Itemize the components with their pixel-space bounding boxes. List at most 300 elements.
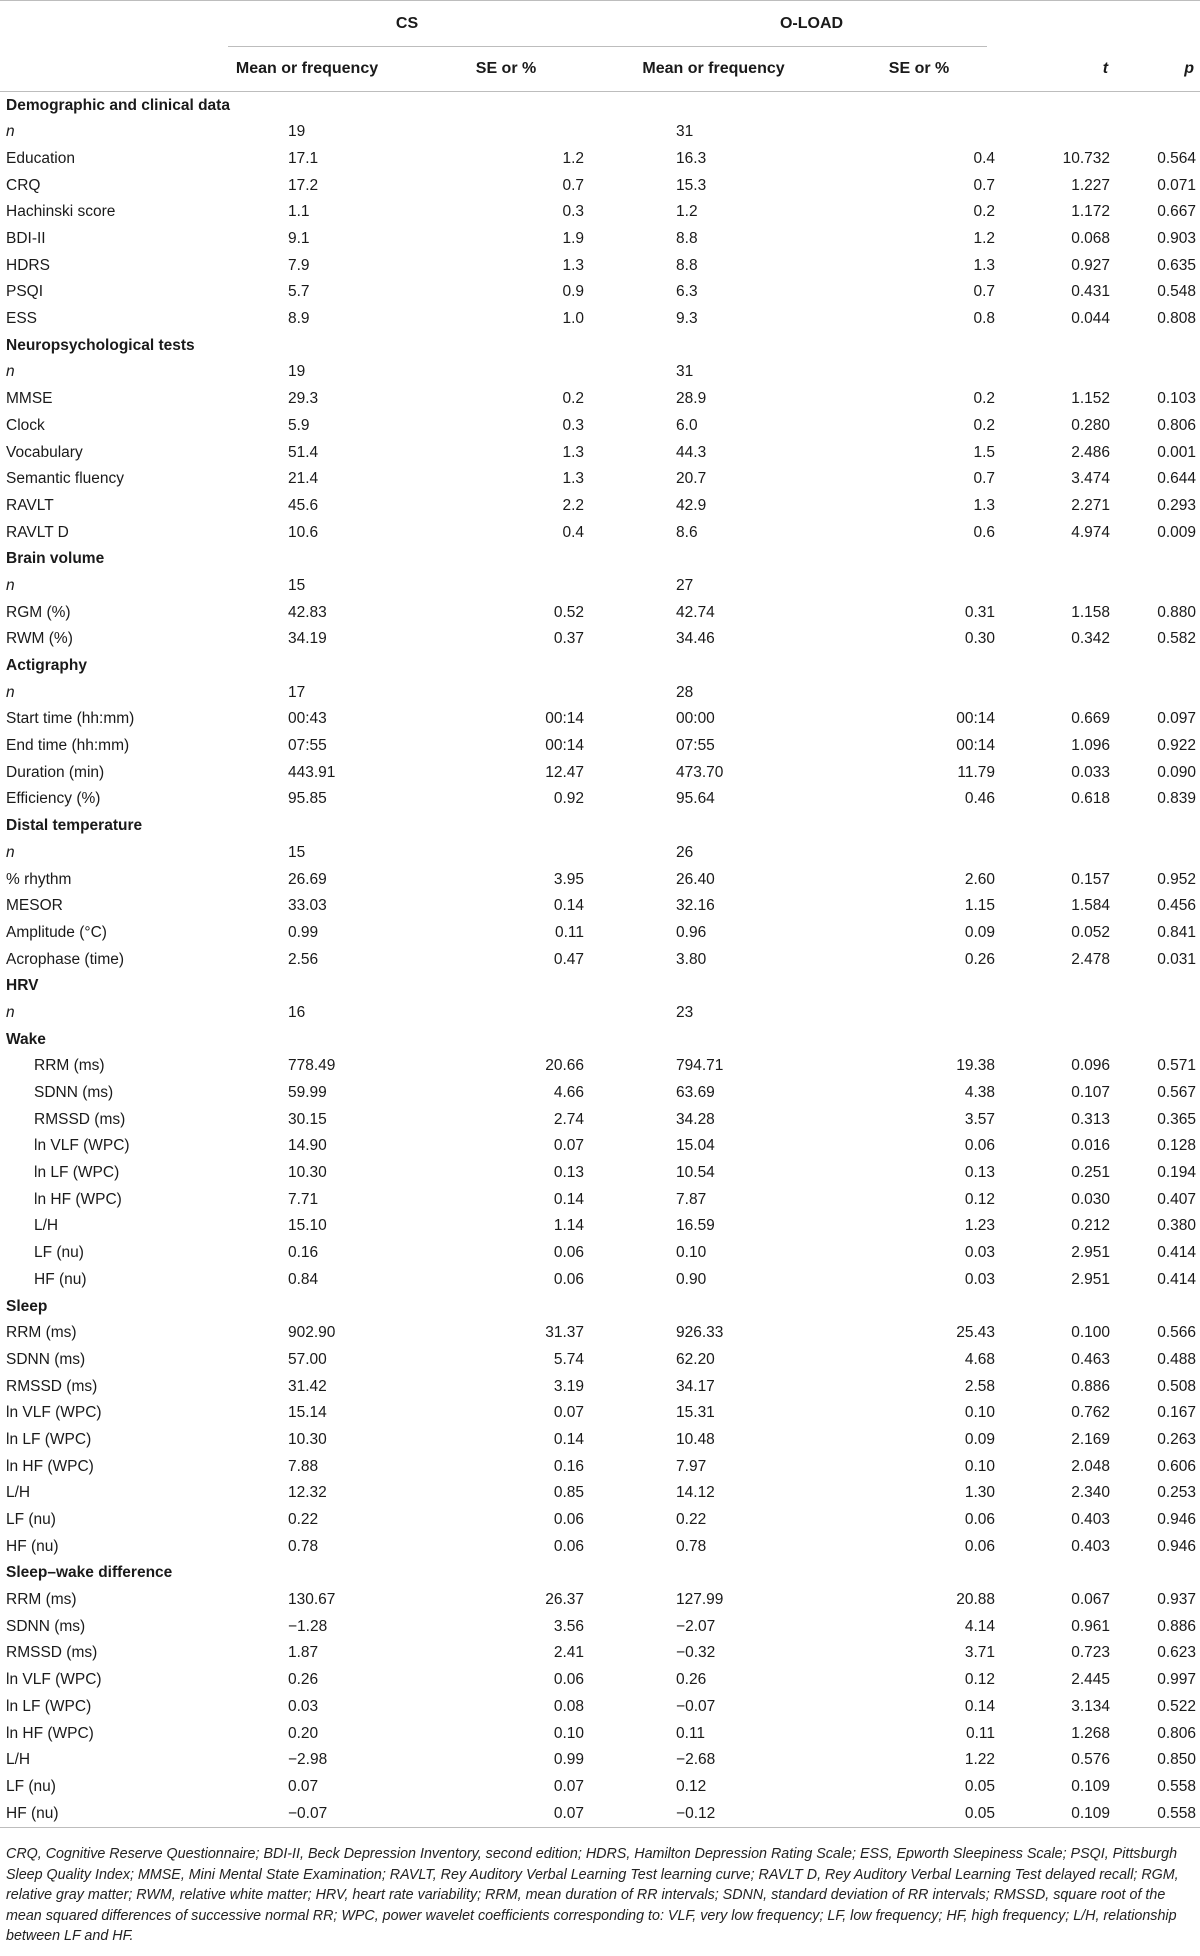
- oload-mean-cell: 20.7: [676, 470, 707, 488]
- table-row: [0, 1480, 1200, 1507]
- cs-se-cell: 0.08: [553, 1697, 585, 1715]
- cs-se-cell: 0.99: [553, 1751, 585, 1769]
- t-cell: 0.067: [1071, 1591, 1111, 1609]
- oload-se-cell: 0.14: [964, 1697, 996, 1715]
- row-label: SDNN (ms): [6, 1617, 86, 1635]
- cs-se-cell: 3.19: [553, 1377, 585, 1395]
- oload-mean-cell: 15.3: [676, 176, 707, 194]
- cs-se-cell: 2.2: [562, 496, 585, 514]
- oload-mean-cell: 42.74: [676, 603, 715, 621]
- oload-mean-cell: 7.87: [676, 1190, 707, 1208]
- oload-mean-cell: 34.46: [676, 630, 715, 648]
- table-row: [0, 252, 1200, 279]
- section-title: Demographic and clinical data: [6, 96, 230, 114]
- p-cell: 0.263: [1157, 1430, 1197, 1448]
- oload-se-cell: 0.10: [964, 1404, 996, 1422]
- cs-mean-cell: 8.9: [288, 310, 310, 328]
- section-title: Wake: [6, 1030, 46, 1048]
- t-header: t: [1017, 47, 1114, 92]
- row-label: ln LF (WPC): [6, 1697, 92, 1715]
- cs-mean-cell: 2.56: [288, 950, 319, 968]
- p-cell: 0.558: [1114, 1800, 1200, 1827]
- row-label: RMSSD (ms): [34, 1110, 126, 1128]
- cs-mean-cell: 21.4: [288, 470, 319, 488]
- oload-se-cell: 0.2: [973, 203, 996, 221]
- p-cell: 0.253: [1157, 1484, 1197, 1502]
- oload-mean-cell: 0.11: [676, 1724, 706, 1742]
- cs-mean-header: Mean or frequency: [208, 47, 406, 92]
- p-cell: 0.414: [1157, 1270, 1197, 1288]
- oload-se-cell: 11.79: [957, 763, 996, 781]
- oload-mean-cell: 15.31: [676, 1404, 715, 1422]
- oload-se-cell: 1.3: [973, 256, 996, 274]
- table-row: [0, 893, 1200, 920]
- oload-mean-cell: 8.8: [676, 256, 698, 274]
- p-cell: 0.508: [1157, 1377, 1197, 1395]
- table-row: [0, 919, 1200, 946]
- cs-se-cell: 20.66: [545, 1057, 585, 1075]
- cs-mean-cell: 59.99: [288, 1084, 327, 1102]
- row-label: RRM (ms): [6, 1591, 77, 1609]
- p-cell: 0.071: [1157, 176, 1197, 194]
- table-row: [0, 1266, 1200, 1293]
- row-label: LF (nu): [6, 1511, 56, 1529]
- row-label: Vocabulary: [6, 443, 83, 461]
- t-cell: 4.974: [1071, 523, 1111, 541]
- p-cell: 0.937: [1157, 1591, 1197, 1609]
- t-cell: 0.403: [1071, 1511, 1111, 1529]
- section-header-row: [0, 973, 1200, 1000]
- cs-se-cell: 0.3: [562, 203, 585, 221]
- cs-mean-cell: 10.30: [288, 1430, 327, 1448]
- cs-mean-cell: 17.1: [288, 149, 319, 167]
- cs-mean-cell: 443.91: [288, 763, 336, 781]
- t-cell: 0.342: [1071, 630, 1111, 648]
- section-title: Sleep–wake difference: [6, 1564, 173, 1582]
- table-row: [0, 1773, 1200, 1800]
- cs-mean-cell: 7.88: [288, 1457, 319, 1475]
- sample-size-row: [0, 119, 1200, 146]
- cs-mean-cell: 778.49: [288, 1057, 336, 1075]
- p-cell: 0.097: [1157, 710, 1197, 728]
- p-cell: 0.886: [1157, 1617, 1197, 1635]
- t-cell: 1.584: [1071, 897, 1111, 915]
- cs-mean-cell: −2.98: [288, 1751, 328, 1769]
- p-header: p: [1114, 47, 1200, 92]
- oload-mean-cell: 44.3: [676, 443, 707, 461]
- row-label: n: [6, 363, 15, 381]
- p-cell: 0.522: [1157, 1697, 1197, 1715]
- oload-mean-cell: 23: [676, 1003, 694, 1021]
- row-label: ln HF (WPC): [6, 1457, 94, 1475]
- table-row: [0, 1613, 1200, 1640]
- cs-se-cell: 3.95: [553, 870, 585, 888]
- oload-mean-cell: 32.16: [676, 897, 715, 915]
- cs-mean-cell: 15.14: [288, 1404, 327, 1422]
- cs-mean-cell: 0.99: [288, 923, 319, 941]
- p-cell: 0.548: [1157, 283, 1197, 301]
- cs-se-cell: 26.37: [545, 1591, 585, 1609]
- oload-se-cell: 0.05: [964, 1777, 996, 1795]
- p-cell: 0.194: [1157, 1164, 1197, 1182]
- p-cell: 0.850: [1157, 1751, 1197, 1769]
- table-row: [0, 1373, 1200, 1400]
- oload-se-cell: 20.88: [956, 1591, 996, 1609]
- cs-mean-cell: 42.83: [288, 603, 327, 621]
- table-row: [0, 946, 1200, 973]
- oload-se-cell: 1.23: [964, 1217, 996, 1235]
- row-label: RRM (ms): [6, 1324, 77, 1342]
- cs-se-cell: 2.41: [553, 1644, 585, 1662]
- cs-se-cell: 3.56: [553, 1617, 585, 1635]
- cs-mean-cell: 57.00: [288, 1350, 327, 1368]
- cs-mean-cell: 1.87: [288, 1644, 319, 1662]
- cs-se-cell: 0.16: [553, 1457, 585, 1475]
- oload-mean-cell: 42.9: [676, 496, 707, 514]
- t-cell: 1.227: [1071, 176, 1111, 194]
- cs-se-cell: 0.4: [562, 523, 585, 541]
- oload-mean-cell: −0.12: [606, 1800, 821, 1827]
- oload-mean-cell: 9.3: [676, 310, 698, 328]
- section-header-row: [0, 332, 1200, 359]
- oload-se-cell: 0.2: [973, 390, 996, 408]
- cs-se-cell: 1.3: [562, 470, 585, 488]
- t-cell: 0.100: [1071, 1324, 1111, 1342]
- oload-mean-cell: 1.2: [676, 203, 698, 221]
- p-cell: 0.997: [1157, 1671, 1197, 1689]
- cs-mean-cell: 29.3: [288, 390, 319, 408]
- p-cell: 0.001: [1157, 443, 1197, 461]
- oload-mean-cell: 127.99: [676, 1591, 724, 1609]
- oload-se-cell: 00:14: [956, 710, 996, 728]
- p-cell: 0.456: [1157, 897, 1197, 915]
- row-label: HF (nu): [34, 1270, 87, 1288]
- row-label: L/H: [34, 1217, 59, 1235]
- table-row: [0, 1426, 1200, 1453]
- cs-mean-cell: 15: [288, 576, 306, 594]
- t-cell: 2.486: [1071, 443, 1111, 461]
- p-cell: 0.946: [1157, 1511, 1197, 1529]
- row-label: MESOR: [6, 897, 63, 915]
- oload-mean-cell: 10.48: [676, 1430, 715, 1448]
- cs-mean-cell: 17.2: [288, 176, 319, 194]
- table-row: [0, 1453, 1200, 1480]
- cs-mean-cell: 31.42: [288, 1377, 327, 1395]
- oload-se-cell: 0.13: [964, 1164, 996, 1182]
- oload-mean-cell: 26.40: [676, 870, 715, 888]
- table-row: [0, 1346, 1200, 1373]
- table-row: [0, 1747, 1200, 1774]
- cs-mean-cell: 19: [288, 123, 306, 141]
- row-label: RMSSD (ms): [6, 1644, 98, 1662]
- oload-se-cell: 0.4: [973, 149, 996, 167]
- section-title: Brain volume: [6, 550, 105, 568]
- row-label: ln HF (WPC): [34, 1190, 122, 1208]
- t-cell: 0.030: [1071, 1190, 1111, 1208]
- row-label: ln VLF (WPC): [34, 1137, 130, 1155]
- row-label: RRM (ms): [34, 1057, 105, 1075]
- p-cell: 0.566: [1157, 1324, 1197, 1342]
- cs-se-cell: 0.85: [553, 1484, 585, 1502]
- oload-mean-cell: 6.3: [676, 283, 698, 301]
- cs-mean-cell: 0.16: [288, 1244, 319, 1262]
- t-cell: 0.096: [1071, 1057, 1111, 1075]
- p-cell: 0.558: [1157, 1777, 1197, 1795]
- t-cell: 0.016: [1071, 1137, 1111, 1155]
- cs-mean-cell: −1.28: [288, 1617, 328, 1635]
- p-cell: 0.806: [1157, 1724, 1197, 1742]
- oload-mean-cell: 0.96: [676, 923, 707, 941]
- row-label: Hachinski score: [6, 203, 116, 221]
- oload-mean-cell: 8.6: [676, 523, 698, 541]
- p-cell: 0.564: [1157, 149, 1197, 167]
- oload-mean-cell: 34.17: [676, 1377, 715, 1395]
- cs-se-cell: 31.37: [545, 1324, 585, 1342]
- row-label: n: [6, 123, 15, 141]
- cs-se-cell: 0.14: [553, 897, 585, 915]
- oload-se-cell: 1.5: [973, 443, 996, 461]
- cs-mean-cell: 34.19: [288, 630, 327, 648]
- table-row: [0, 1667, 1200, 1694]
- t-cell: 2.169: [1071, 1430, 1111, 1448]
- cs-se-cell: 0.07: [553, 1137, 585, 1155]
- table-row: [0, 492, 1200, 519]
- p-cell: 0.606: [1157, 1457, 1197, 1475]
- cs-se-cell: 12.47: [545, 763, 585, 781]
- row-label: HF (nu): [6, 1537, 59, 1555]
- table-row: [0, 1640, 1200, 1667]
- t-cell: 0.762: [1071, 1404, 1111, 1422]
- t-cell: 2.951: [1071, 1244, 1111, 1262]
- oload-se-cell: 1.30: [964, 1484, 996, 1502]
- oload-se-cell: 0.10: [964, 1457, 996, 1475]
- t-cell: 2.951: [1071, 1270, 1111, 1288]
- oload-se-cell: 0.7: [973, 470, 996, 488]
- cs-mean-cell: 17: [288, 683, 306, 701]
- table-row: [0, 1720, 1200, 1747]
- cs-mean-cell: 902.90: [288, 1324, 336, 1342]
- cs-mean-cell: 0.22: [288, 1511, 319, 1529]
- sample-size-row: [0, 359, 1200, 386]
- oload-mean-cell: 15.04: [676, 1137, 715, 1155]
- oload-se-cell: 0.6: [973, 523, 996, 541]
- table-row: [0, 1240, 1200, 1267]
- cs-mean-cell: 5.9: [288, 416, 310, 434]
- table-row: [0, 1106, 1200, 1133]
- table-row: [0, 306, 1200, 333]
- t-cell: 0.463: [1071, 1350, 1111, 1368]
- t-cell: 3.134: [1071, 1697, 1111, 1715]
- p-cell: 0.839: [1157, 790, 1197, 808]
- oload-mean-cell: 31: [676, 363, 694, 381]
- row-label: LF (nu): [34, 1244, 84, 1262]
- cs-mean-cell: 33.03: [288, 897, 327, 915]
- cs-se-cell: 00:14: [545, 737, 585, 755]
- row-label: CRQ: [6, 176, 41, 194]
- oload-se-cell: 0.09: [964, 923, 996, 941]
- oload-se-cell: 4.14: [964, 1617, 996, 1635]
- oload-mean-cell: 16.59: [676, 1217, 715, 1235]
- table-row: [0, 279, 1200, 306]
- p-cell: 0.635: [1157, 256, 1197, 274]
- cs-mean-cell: 19: [288, 363, 306, 381]
- t-cell: 1.158: [1071, 603, 1111, 621]
- p-cell: 0.903: [1157, 230, 1197, 248]
- row-label: LF (nu): [6, 1777, 56, 1795]
- table-row: [0, 145, 1200, 172]
- oload-mean-cell: 07:55: [676, 737, 715, 755]
- cs-se-cell: 1.9: [562, 230, 585, 248]
- table-row: [0, 626, 1200, 653]
- oload-se-cell: 0.06: [964, 1537, 996, 1555]
- cs-se-cell: 0.06: [553, 1537, 585, 1555]
- oload-mean-cell: 95.64: [676, 790, 715, 808]
- oload-mean-cell: 0.12: [676, 1777, 707, 1795]
- oload-mean-cell: 473.70: [676, 763, 724, 781]
- cs-mean-cell: 15.10: [288, 1217, 327, 1235]
- cs-mean-cell: −0.07: [208, 1800, 406, 1827]
- cs-se-cell: 0.06: [553, 1671, 585, 1689]
- oload-se-cell: 0.03: [964, 1270, 996, 1288]
- t-cell: 0.157: [1071, 870, 1111, 888]
- cs-se-cell: 0.37: [553, 630, 585, 648]
- oload-se-cell: 3.71: [964, 1644, 996, 1662]
- t-cell: 0.886: [1071, 1377, 1111, 1395]
- column-header-row: [0, 47, 1200, 92]
- cs-mean-cell: 14.90: [288, 1137, 327, 1155]
- oload-se-cell: 0.2: [973, 416, 996, 434]
- row-label: MMSE: [6, 390, 53, 408]
- oload-se-cell: 1.2: [973, 230, 996, 248]
- table-row: [0, 1800, 1200, 1827]
- cs-se-cell: 0.52: [553, 603, 585, 621]
- oload-mean-cell: 6.0: [676, 416, 698, 434]
- table-row: [0, 466, 1200, 493]
- p-cell: 0.806: [1157, 416, 1197, 434]
- section-title: Actigraphy: [6, 657, 87, 675]
- cs-se-cell: 2.74: [553, 1110, 585, 1128]
- t-cell: 0.313: [1071, 1110, 1111, 1128]
- table-row: [0, 1079, 1200, 1106]
- oload-se-cell: 0.06: [964, 1511, 996, 1529]
- table-row: [0, 1133, 1200, 1160]
- table-row: [0, 786, 1200, 813]
- cs-mean-cell: 0.07: [288, 1777, 319, 1795]
- row-label: ln VLF (WPC): [6, 1404, 102, 1422]
- section-header-row: [0, 92, 1200, 119]
- oload-se-cell: 0.26: [964, 950, 996, 968]
- t-cell: 0.723: [1071, 1644, 1111, 1662]
- cs-se-cell: 5.74: [553, 1350, 585, 1368]
- p-cell: 0.946: [1157, 1537, 1197, 1555]
- oload-mean-cell: 26: [676, 843, 694, 861]
- cs-se-cell: 0.06: [553, 1270, 585, 1288]
- table-row: [0, 172, 1200, 199]
- table-row: [0, 1533, 1200, 1560]
- oload-mean-cell: 16.3: [676, 149, 707, 167]
- sample-size-row: [0, 999, 1200, 1026]
- cs-se-cell: 0.07: [553, 1404, 585, 1422]
- row-label: ln VLF (WPC): [6, 1671, 102, 1689]
- cs-se-cell: 0.06: [553, 1244, 585, 1262]
- cs-mean-cell: 30.15: [288, 1110, 327, 1128]
- sample-size-row: [0, 679, 1200, 706]
- t-cell: 0.068: [1071, 230, 1111, 248]
- t-cell: 0.033: [1071, 763, 1111, 781]
- table-row: [0, 759, 1200, 786]
- cs-se-cell: 1.3: [562, 443, 585, 461]
- cs-se-cell: 0.7: [562, 176, 585, 194]
- row-label: ln HF (WPC): [6, 1724, 94, 1742]
- p-cell: 0.841: [1157, 923, 1197, 941]
- oload-se-cell: 19.38: [956, 1057, 996, 1075]
- group-oload-header: O-LOAD: [606, 1, 1017, 48]
- row-label: n: [6, 843, 15, 861]
- cs-mean-cell: 51.4: [288, 443, 319, 461]
- oload-se-cell: 0.06: [964, 1137, 996, 1155]
- p-cell: 0.365: [1157, 1110, 1197, 1128]
- row-label: HF (nu): [0, 1800, 208, 1827]
- section-header-row: [0, 1026, 1200, 1053]
- oload-mean-cell: 0.78: [676, 1537, 707, 1555]
- cs-mean-cell: 7.9: [288, 256, 310, 274]
- cs-mean-cell: 12.32: [288, 1484, 327, 1502]
- cs-mean-cell: 26.69: [288, 870, 327, 888]
- oload-mean-cell: 8.8: [676, 230, 698, 248]
- p-cell: 0.414: [1157, 1244, 1197, 1262]
- t-cell: 0.431: [1071, 283, 1111, 301]
- oload-se-cell: 1.22: [964, 1751, 996, 1769]
- oload-mean-cell: 7.97: [676, 1457, 707, 1475]
- cs-se-cell: 0.10: [553, 1724, 585, 1742]
- oload-se-cell: 2.60: [964, 870, 996, 888]
- cs-se-cell: 0.14: [553, 1190, 585, 1208]
- p-cell: 0.380: [1157, 1217, 1197, 1235]
- cs-se-cell: 0.2: [562, 390, 585, 408]
- t-cell: 0.961: [1071, 1617, 1111, 1635]
- table-row: [0, 1160, 1200, 1187]
- oload-mean-cell: −0.07: [676, 1697, 716, 1715]
- table-footnote: CRQ, Cognitive Reserve Questionnaire; BDI-II, Beck Depression Inventory, second edition; HDRS, Hamilton Depression Rating Scale; ESS, Epworth Sleepiness Scale; PSQI, Pittsburgh Sleep Quality Index; MMSE, Mini Mental State Examination; RAVLT, Rey Auditory Verbal Learning Test learning curve; RAVLT D, Rey Auditory Verbal Learning Test delayed recall; RGM, relative gray matter; RWM, relative white matter; HRV, heart rate variability; RRM, mean duration of RR intervals; SDNN, standard deviation of RR intervals; RMSSD, square root of the mean squared differences of successive normal RR; WPC, power wavelet coefficients corresponding to: VLF, very low frequency; LF, low frequency; HF, high frequency; L/H, relationship between LF and HF.: [6, 1846, 1179, 1944]
- t-cell: 10.732: [1062, 149, 1111, 167]
- t-cell: 0.109: [1017, 1800, 1114, 1827]
- cs-se-cell: 0.07: [553, 1777, 585, 1795]
- oload-se-cell: 3.57: [964, 1110, 996, 1128]
- t-cell: 1.172: [1071, 203, 1111, 221]
- row-label: Clock: [6, 416, 45, 434]
- row-label: PSQI: [6, 283, 44, 301]
- oload-mean-cell: 0.90: [676, 1270, 707, 1288]
- cs-se-cell: 0.11: [554, 923, 585, 941]
- row-label: n: [6, 1003, 15, 1021]
- oload-mean-cell: 0.10: [676, 1244, 707, 1262]
- p-cell: 0.880: [1157, 603, 1197, 621]
- p-cell: 0.808: [1157, 310, 1197, 328]
- p-cell: 0.571: [1157, 1057, 1197, 1075]
- table-row: [0, 1320, 1200, 1347]
- cs-mean-cell: 0.03: [288, 1697, 319, 1715]
- row-label: Start time (hh:mm): [6, 710, 135, 728]
- row-label: RWM (%): [6, 630, 73, 648]
- row-label: RMSSD (ms): [6, 1377, 98, 1395]
- oload-mean-cell: 28: [676, 683, 694, 701]
- t-cell: 0.044: [1071, 310, 1111, 328]
- row-label: Efficiency (%): [6, 790, 101, 808]
- oload-se-cell: 0.31: [964, 603, 996, 621]
- table-row: [0, 866, 1200, 893]
- t-cell: 2.340: [1071, 1484, 1111, 1502]
- section-title: Neuropsychological tests: [6, 336, 195, 354]
